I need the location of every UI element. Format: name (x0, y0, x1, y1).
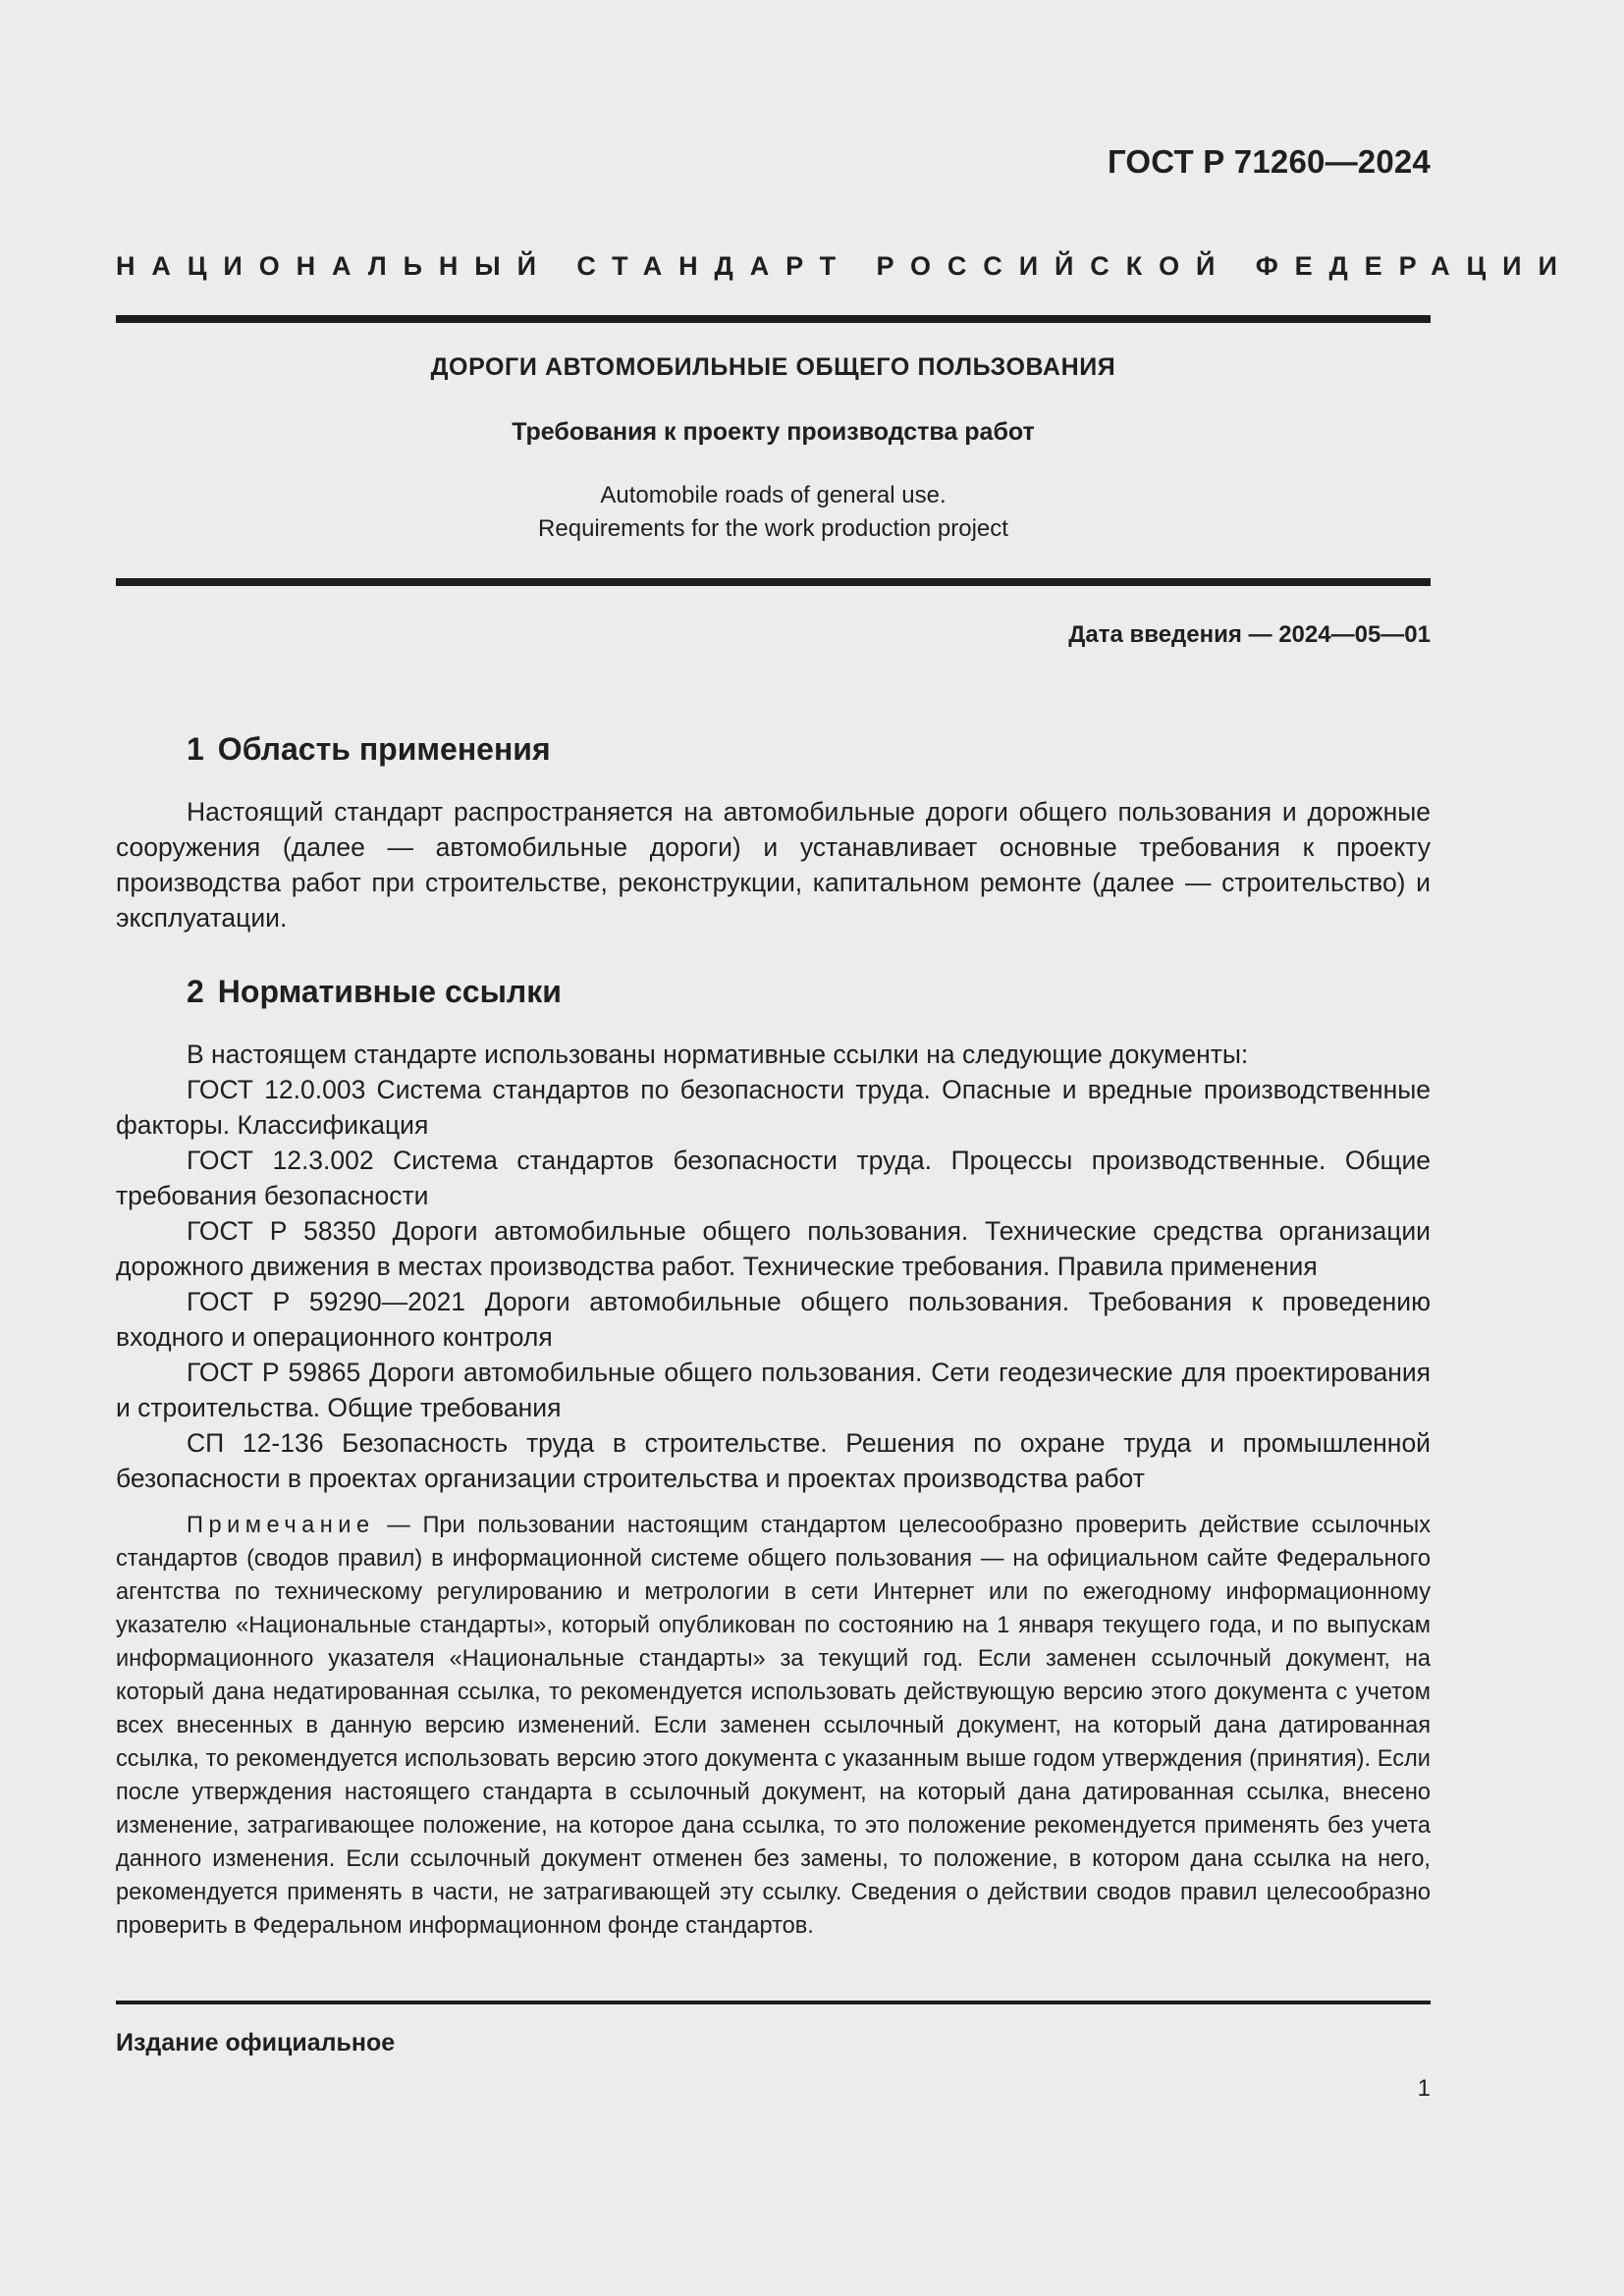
reference-item: ГОСТ Р 58350 Дороги автомобильные общего пользования. Технические средства организации дорожного движения в местах производства работ. Технические требования. Правила применения (116, 1216, 1431, 1281)
english-title (116, 479, 1431, 546)
national-standard-title: НАЦИОНАЛЬНЫЙ СТАНДАРТ РОССИЙСКОЙ ФЕДЕРАЦИИ (116, 251, 1574, 281)
section-1-paragraph (116, 794, 1431, 935)
section-2-title: Нормативные ссылки (217, 974, 562, 1009)
reference-item: ГОСТ Р 59865 Дороги автомобильные общего пользования. Сети геодезические для проектирования и строительства. Общие требования (116, 1358, 1431, 1422)
page-number: 1 (1417, 2075, 1431, 2102)
english-title-line-1: Automobile roads of general use. (600, 482, 947, 508)
top-divider (116, 315, 1431, 323)
reference-item: ГОСТ 12.3.002 Система стандартов безопасности труда. Процессы производственные. Общие требования безопасности (116, 1146, 1431, 1210)
section-1-title: Область применения (217, 731, 551, 767)
section-2-heading (187, 974, 562, 1010)
section-1-number: 1 (187, 731, 204, 767)
note-text: — При пользовании настоящим стандартом целесообразно проверить действие ссылочных стандартов (сводов правил) в информационной системе общего пользования — на официальном сайте Федерального агентства по техническому регулированию и метрологии в сети Интернет или по ежегодному информационному указателю «Национальные стандарты», который опубликован по состоянию на 1 января текущего года, и по выпускам информационного указателя «Национальные стандарты» за текущий год. Если заменен ссылочный документ, на который дана недатированная ссылка, то рекомендуется использовать действующую версию этого документа с учетом всех внесенных в данную версию изменений. Если заменен ссылочный документ, на который дана датированная ссылка, то рекомендуется использовать версию этого документа с указанным выше годом утверждения (принятия). Если после утверждения настоящего стандарта в ссылочный документ, на который дана датированная ссылка, внесено изменение, затрагивающее положение, на которое дана ссылка, то это положение рекомендуется применять без учета данного изменения. Если ссылочный документ отменен без замены, то положение, в котором дана ссылка на него, рекомендуется применять в части, не затрагивающей эту ссылку. Сведения о действии сводов правил целесообразно проверить в Федеральном информационном фонде стандартов. (116, 1513, 1431, 1939)
section-1-heading (187, 731, 551, 768)
section-2-number: 2 (187, 974, 204, 1009)
reference-item: СП 12-136 Безопасность труда в строительстве. Решения по охране труда и промышленной безопасности в проектах организации строительства и проектах производства работ (116, 1428, 1431, 1493)
references-intro: В настоящем стандарте использованы нормативные ссылки на следующие документы: (187, 1040, 1249, 1069)
references-note (116, 1509, 1431, 1943)
official-edition-label: Издание официальное (116, 2029, 396, 2056)
gost-code: ГОСТ Р 71260—2024 (1107, 143, 1431, 180)
reference-item: ГОСТ 12.0.003 Система стандартов по безопасности труда. Опасные и вредные производственные факторы. Классификация (116, 1075, 1431, 1140)
title-divider (116, 578, 1431, 586)
note-label: Примечание (187, 1513, 375, 1538)
footer-divider (116, 2001, 1431, 2004)
english-title-line-2: Requirements for the work production project (538, 515, 1008, 542)
reference-item: ГОСТ Р 59290—2021 Дороги автомобильные общего пользования. Требования к проведению входного и операционного контроля (116, 1287, 1431, 1352)
intro-date: Дата введения — 2024—05—01 (1068, 621, 1431, 648)
references-block (116, 1037, 1431, 1496)
document-subtitle: Требования к проекту производства работ (512, 418, 1035, 446)
document-title: ДОРОГИ АВТОМОБИЛЬНЫЕ ОБЩЕГО ПОЛЬЗОВАНИЯ (430, 353, 1116, 381)
section-1-text: Настоящий стандарт распространяется на автомобильные дороги общего пользования и дорожные сооружения (далее — автомобильные дороги) и устанавливает основные требования к проекту производства работ при строительстве, реконструкции, капитальном ремонте (далее — строительство) и эксплуатации. (116, 797, 1431, 933)
